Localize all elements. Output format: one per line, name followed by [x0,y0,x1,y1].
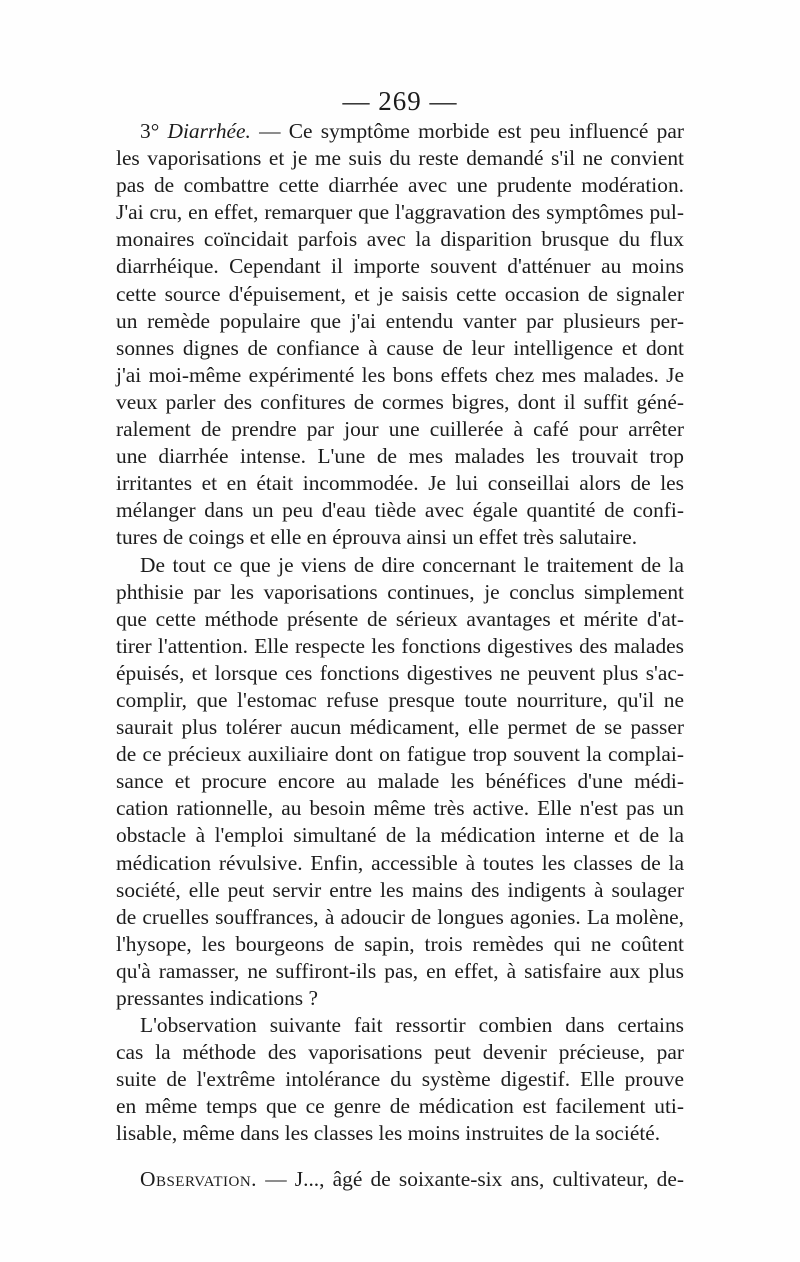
text-line: sonnes dignes de confiance à cause de leur intelligence et dont [116,335,684,360]
spacer [116,1148,684,1164]
text-line: une diarrhée intense. L'une de mes malades les trouvait trop [116,444,684,469]
text-line: pas de combattre cette diarrhée avec une prudente modération. [116,173,684,198]
text-line: que cette méthode présente de sérieux avantages et mérite d'at- [116,606,684,631]
text-line: cette source d'épuisement, et je saisis cette occasion de signaler [116,281,684,306]
text-line: j'ai moi-même expérimenté les bons effets chez mes malades. Je [116,362,684,387]
text-line: saurait plus tolérer aucun médicament, elle permet de se passer [116,715,684,740]
observation-line [116,1164,684,1194]
text-line: l'hysope, les bourgeons de sapin, trois remèdes qui ne coûtent [116,931,684,956]
section-number: 3° [140,119,160,143]
text-line: un remède populaire que j'ai entendu vanter par plusieurs per- [116,308,684,333]
paragraph-observation-intro [116,1012,684,1147]
text-line: cas la méthode des vaporisations peut devenir précieuse, par [116,1040,684,1065]
text-line: médication révulsive. Enfin, accessible à toutes les classes de la [116,850,684,875]
text-line: les vaporisations et je me suis du reste demandé s'il ne convient [116,146,684,171]
body-text [116,118,684,1194]
text-line: sance et procure encore au malade les bénéfices d'une médi- [116,769,684,794]
text-line: complir, que l'estomac refuse presque toute nourriture, qu'il ne [116,687,684,712]
paragraph-diarrhee [116,118,684,552]
text-line: pressantes indications ? [116,986,318,1010]
text-line: tures de coings et elle en éprouva ainsi un effet très salutaire. [116,525,638,550]
text-line: tirer l'attention. Elle respecte les fonctions digestives des malades [116,633,684,658]
text-line: mélanger dans un peu d'eau tiède avec égale quantité de confi- [116,498,684,523]
text-line: suite de l'extrême intolérance du système digestif. Elle prouve [116,1067,684,1092]
paragraph-conclusion [116,552,684,1013]
text-line: L'observation suivante fait ressortir combien dans certains [140,1013,684,1038]
text-line: cation rationnelle, au besoin même très active. Elle n'est pas un [116,796,684,821]
observation-label: Observation. [140,1166,258,1191]
text-line: de ce précieux auxiliaire dont on fatigue trop souvent la complai- [116,742,684,767]
section-first-line [116,118,684,145]
text-line: lisable, même dans les classes les moins instruites de la société. [116,1121,661,1146]
text-line: phthisie par les vaporisations continues, je conclus simplement [116,579,684,604]
text-line: irritantes et en était incommodée. Je lui conseillai alors de les [116,471,684,496]
text-line: monaires coïncidait parfois avec la disparition brusque du flux [116,227,684,252]
text-line: société, elle peut servir entre les mains des indigents à soulager [116,877,684,902]
text-line: de cruelles souffrances, à adoucir de longues agonies. La molène, [116,904,684,929]
text-line: en même temps que ce genre de médication est facilement uti- [116,1094,684,1119]
text-line: De tout ce que je viens de dire concernant le traitement de la [140,552,684,577]
text-line: ralement de prendre par jour une cuillerée à café pour arrêter [116,417,684,442]
text-line: diarrhéique. Cependant il importe souvent d'atténuer au moins [116,254,684,279]
text-line: épuisés, et lorsque ces fonctions digestives ne peuvent plus s'ac- [116,660,684,685]
text-line: veux parler des confitures de cormes bigres, dont il suffit géné- [116,389,684,414]
section-heading: Diarrhée. [167,119,251,143]
text-line: obstacle à l'emploi simultané de la médication interne et de la [116,823,684,848]
page-number: — 269 — [342,86,458,116]
observation-text: — J..., âgé de soixante-six ans, cultivateur, de- [265,1166,684,1191]
section-first-line-text: — Ce symptôme morbide est peu influencé par [259,119,684,143]
text-line: J'ai cru, en effet, remarquer que l'aggravation des symptômes pul- [116,200,684,225]
text-line: qu'à ramasser, ne suffiront-ils pas, en effet, à satisfaire aux plus [116,958,684,983]
